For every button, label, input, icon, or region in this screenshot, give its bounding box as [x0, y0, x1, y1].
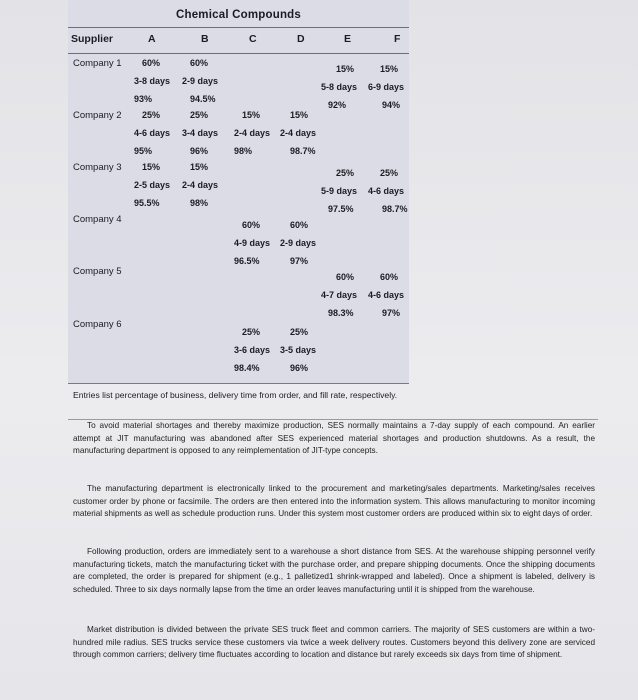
cell-d-fill-rate: 98.7%	[290, 146, 316, 156]
cell-d-delivery: 2-4 days	[280, 128, 317, 138]
cell-d-delivery: 3-5 days	[280, 345, 317, 355]
cell-e-share: 25%	[336, 168, 355, 178]
cell-b-delivery: 2-4 days	[182, 180, 219, 190]
cell-a-delivery: 2-5 days	[134, 180, 171, 190]
cell-f-fill-rate: 98.7%	[382, 204, 408, 214]
company-label: Company 4	[73, 214, 122, 225]
cell-b-fill-rate: 98%	[190, 198, 209, 208]
company-label: Company 5	[73, 266, 122, 277]
cell-a-fill-rate: 95.5%	[134, 198, 160, 208]
header-col-f: F	[394, 33, 401, 45]
cell-f-fill-rate: 97%	[382, 308, 401, 318]
cell-e-share: 60%	[336, 272, 355, 282]
paragraph-4-text: Market distribution is divided between the private SES truck fleet and common carriers. The majority of SES customers are within a two-hundred mile radius. SES trucks service these customers via twice a week delivery routes. Customers beyond this delivery zone are serviced through common carriers; delivery time fluctuates according to location and distance but rarely exceeds six days from time of shipment.	[73, 625, 595, 660]
cell-e-fill-rate: 97.5%	[328, 204, 354, 214]
cell-a-share: 25%	[142, 110, 161, 120]
cell-b-delivery: 3-4 days	[182, 128, 219, 138]
cell-c-delivery: 3-6 days	[234, 345, 271, 355]
cell-d-share: 60%	[290, 220, 309, 230]
company-label: Company 1	[73, 58, 122, 69]
paragraph-3	[73, 546, 595, 597]
cell-c-fill-rate: 98.4%	[234, 363, 260, 373]
cell-a-fill-rate: 93%	[134, 94, 153, 104]
table-title: Chemical Compounds	[175, 9, 301, 21]
cell-e-fill-rate: 92%	[328, 100, 347, 110]
cell-c-fill-rate: 96.5%	[234, 256, 260, 266]
cell-e-delivery: 5-9 days	[321, 186, 358, 196]
cell-e-share: 15%	[336, 64, 355, 74]
cell-c-delivery: 4-9 days	[234, 238, 271, 248]
company-label: Company 2	[73, 110, 122, 121]
cell-d-share: 15%	[290, 110, 309, 120]
table-header-rule	[68, 53, 409, 54]
cell-f-delivery: 6-9 days	[368, 82, 405, 92]
cell-d-delivery: 2-9 days	[280, 238, 317, 248]
cell-c-share: 25%	[242, 327, 261, 337]
cell-b-share: 25%	[190, 110, 209, 120]
paragraph-2	[73, 483, 595, 521]
cell-c-share: 60%	[242, 220, 261, 230]
cell-b-delivery: 2-9 days	[182, 76, 219, 86]
cell-f-share: 60%	[380, 272, 399, 282]
cell-a-fill-rate: 95%	[134, 146, 153, 156]
cell-c-share: 15%	[242, 110, 261, 120]
cell-b-fill-rate: 94.5%	[190, 94, 216, 104]
cell-d-fill-rate: 96%	[290, 363, 309, 373]
supplier-table	[68, 0, 409, 384]
cell-c-delivery: 2-4 days	[234, 128, 271, 138]
paragraph-1-text: To avoid material shortages and thereby maximize production, SES normally maintains a 7-day supply of each compound. An earlier attempt at JIT manufacturing was abandoned after SES experienced material shortages and production shutdowns. As a result, the manufacturing department is opposed to any reimplementation of JIT-type concepts.	[73, 421, 595, 456]
cell-c-fill-rate: 98%	[234, 146, 253, 156]
company-label: Company 3	[73, 162, 122, 173]
cell-d-fill-rate: 97%	[290, 256, 309, 266]
cell-e-fill-rate: 98.3%	[328, 308, 354, 318]
header-col-d: D	[297, 33, 305, 45]
cell-f-fill-rate: 94%	[382, 100, 401, 110]
header-col-a: A	[148, 33, 156, 45]
paragraph-1	[73, 420, 595, 458]
cell-a-share: 60%	[142, 58, 161, 68]
cell-e-delivery: 5-8 days	[321, 82, 358, 92]
header-col-b: B	[201, 33, 209, 45]
cell-f-delivery: 4-6 days	[368, 290, 405, 300]
header-col-e: E	[344, 33, 352, 45]
cell-d-share: 25%	[290, 327, 309, 337]
header-supplier: Supplier	[71, 33, 114, 45]
paragraph-4	[73, 624, 595, 662]
cell-a-share: 15%	[142, 162, 161, 172]
table-top-rule	[68, 27, 409, 28]
table-caption: Entries list percentage of business, delivery time from order, and fill rate, respectively.	[73, 390, 398, 400]
cell-f-share: 25%	[380, 168, 399, 178]
cell-f-share: 15%	[380, 64, 399, 74]
cell-f-delivery: 4-6 days	[368, 186, 405, 196]
cell-a-delivery: 4-6 days	[134, 128, 171, 138]
cell-a-delivery: 3-8 days	[134, 76, 171, 86]
cell-b-share: 15%	[190, 162, 209, 172]
cell-b-fill-rate: 96%	[190, 146, 209, 156]
paragraph-2-text: The manufacturing department is electronically linked to the procurement and marketing/sales departments. Marketing/sales receives customer order by phone or facsimile. The orders are then entered into the information system. This allows manufacturing to monitor incoming material shipments as well as schedule production runs. Under this system most customer orders are produced within six to eight days of order.	[73, 484, 595, 519]
cell-e-delivery: 4-7 days	[321, 290, 358, 300]
cell-b-share: 60%	[190, 58, 209, 68]
paragraph-3-text: Following production, orders are immediately sent to a warehouse a short distance from SES. At the warehouse shipping personnel verify manufacturing tickets, match the manufacturing ticket with the purchase order, and prepare shipping documents. Once the shipping documents are completed, the order is prepared for shipment (e.g., 1 palletized1 shrink-wrapped and labeled). Once a shipment is labeled, delivery is scheduled. Three to six days normally lapse from the time an order leaves manufacturing until it is shipped from the warehouse.	[73, 547, 595, 595]
header-col-c: C	[249, 33, 257, 45]
company-label: Company 6	[73, 319, 122, 330]
